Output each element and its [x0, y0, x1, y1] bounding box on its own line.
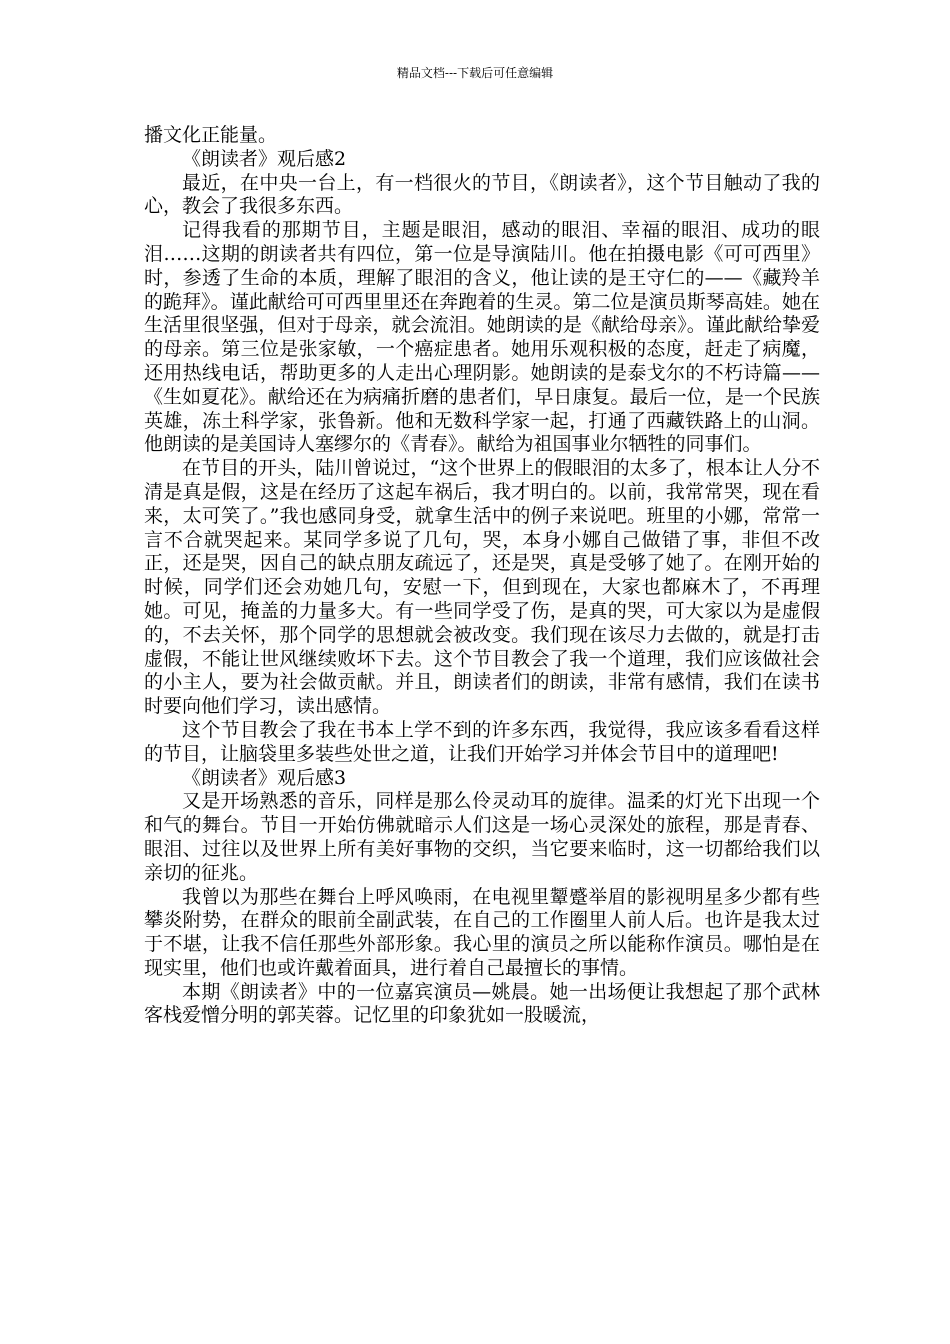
- paragraph-continuation: 播文化正能量。: [144, 124, 278, 146]
- page-header: 精品文档---下载后可任意编辑: [396, 66, 554, 80]
- document-body: [144, 124, 820, 1028]
- paragraph: 记得我看的那期节目，主题是眼泪，感动的眼泪、幸福的眼泪、成功的眼泪……这期的朗读者共有四位，第一位是导演陆川。他在拍摄电影《可可西里》时，参透了生命的本质，理解了眼泪的含义，他让读的是王守仁的——《藏羚羊的跪拜》。谨此献给可可西里里还在奔跑着的生灵。第二位是演员斯琴高娃。她在生活里很坚强，但对于母亲，就会流泪。她朗读的是《献给母亲》。谨此献给挚爱的母亲。第三位是张家敏，一个癌症患者。她用乐观积极的态度，赶走了病魔，还用热线电话，帮助更多的人走出心理阴影。她朗读的是泰戈尔的不朽诗篇——《生如夏花》。献给还在为病痛折磨的患者们，早日康复。最后一位，是一个民族英雄，冻土科学家，张鲁新。他和无数科学家一起，打通了西藏铁路上的山洞。他朗读的是美国诗人塞缪尔的《青春》。献给为祖国事业尔牺牲的同事们。: [144, 219, 820, 456]
- section-title: 《朗读者》观后感3: [182, 766, 347, 789]
- paragraph: 本期《朗读者》中的一位嘉宾演员—姚晨。她一出场便让我想起了那个武林客栈爱憎分明的郭芙蓉。记忆里的印象犹如一股暖流，: [144, 980, 820, 1027]
- paragraph: 这个节目教会了我在书本上学不到的许多东西，我觉得，我应该多看看这样的节目，让脑袋里多装些处世之道，让我们开始学习并体会节目中的道理吧!: [144, 718, 820, 765]
- paragraph: 又是开场熟悉的音乐，同样是那么伶灵动耳的旋律。温柔的灯光下出现一个和气的舞台。节目一开始仿佛就暗示人们这是一场心灵深处的旅程，那是青春、眼泪、过往以及世界上所有美好事物的交织，当它要来临时，这一切都给我们以亲切的征兆。: [144, 790, 820, 884]
- paragraph: 我曾以为那些在舞台上呼风唤雨，在电视里颦蹙举眉的影视明星多少都有些攀炎附势，在群众的眼前全副武装，在自己的工作圈里人前人后。也许是我太过于不堪，让我不信任那些外部形象。我心里的演员之所以能称作演员。哪怕是在现实里，他们也或许戴着面具，进行着自己最擅长的事情。: [144, 885, 820, 979]
- section-title: 《朗读者》观后感2: [182, 147, 347, 170]
- paragraph: 最近，在中央一台上，有一档很火的节目，《朗读者》，这个节目触动了我的心，教会了我很多东西。: [144, 171, 820, 218]
- paragraph: 在节目的开头，陆川曾说过，“这个世界上的假眼泪的太多了，根本让人分不清是真是假，这是在经历了这起车祸后，我才明白的。以前，我常常哭，现在看来，太可笑了。”我也感同身受，就拿生活中的例子来说吧。班里的小娜，常常一言不合就哭起来。某同学多说了几句，哭，本身小娜自己做错了事，非但不改正，还是哭，因自己的缺点朋友疏远了，还是哭，真是受够了她了。在刚开始的时候，同学们还会劝她几句，安慰一下，但到现在，大家也都麻木了，不再理她。可见，掩盖的力量多大。有一些同学受了伤，是真的哭，可大家以为是虚假的，不去关怀，那个同学的思想就会被改变。我们现在该尽力去做的，就是打击虚假，不能让世风继续败坏下去。这个节目教会了我一个道理，我们应该做社会的小主人，要为社会做贡献。并且，朗读者们的朗读，非常有感情，我们在读书时要向他们学习，读出感情。: [144, 457, 820, 718]
